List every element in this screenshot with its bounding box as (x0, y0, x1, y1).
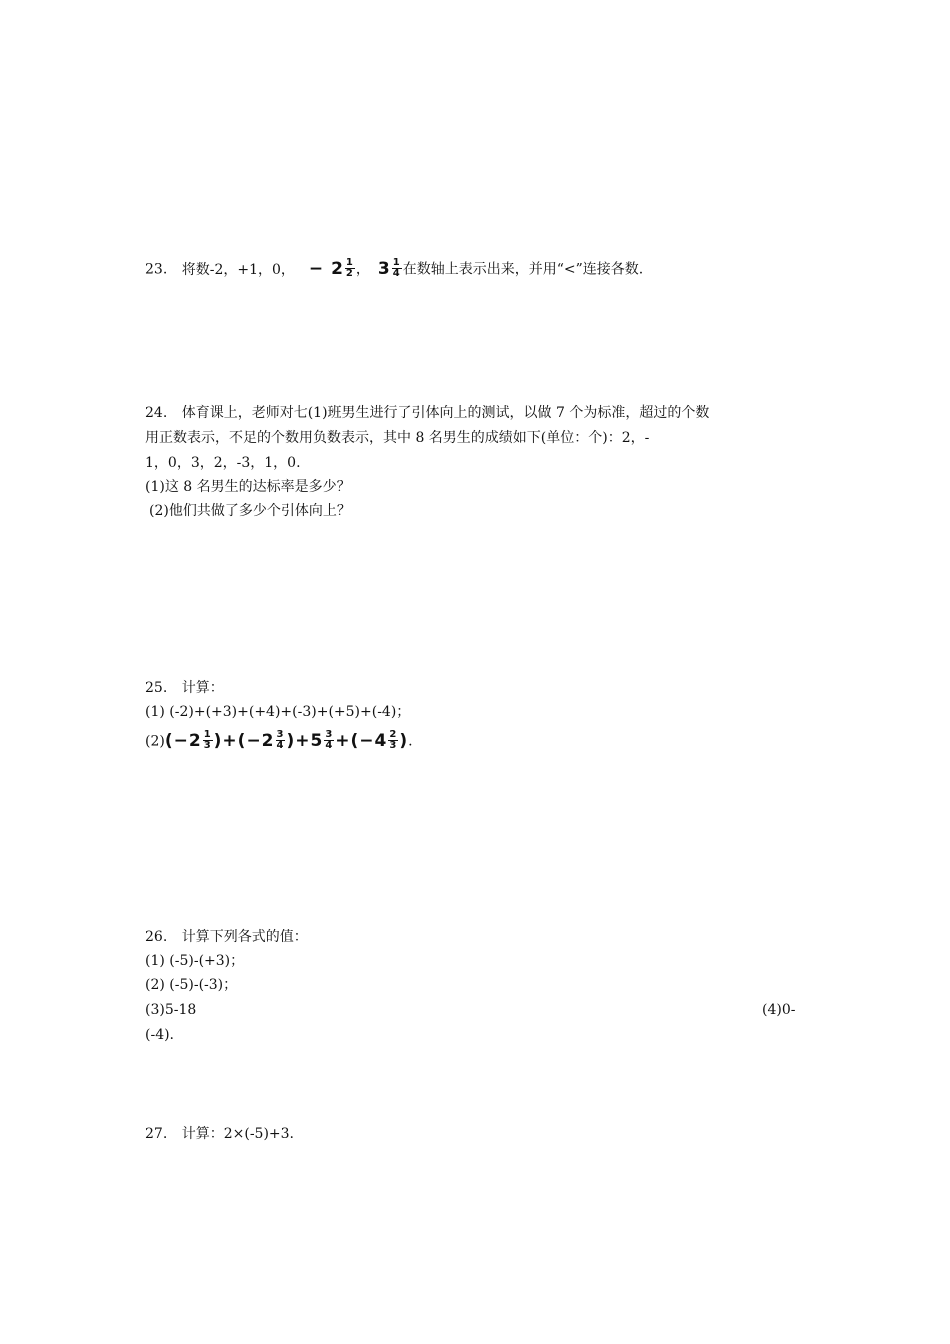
question-number: 25. (145, 680, 168, 696)
question-24-sub-1: (1)这 8 名男生的达标率是多少？ (145, 479, 351, 495)
question-24-line-1: 24. 体育课上，老师对七(1)班男生进行了引体向上的测试，以做 7 个为标准，超过的个数 (145, 405, 710, 421)
question-26-sub-4-end: (-4). (145, 1027, 175, 1043)
mixed-number-2: 3 $\frac{1}{4}$ (377, 257, 401, 279)
question-number: 26. (145, 929, 168, 945)
question-23: 23. 将数-2，+1，0， − 2 $\frac{1}{2}$ ， 3 $\frac{1}{4}$ 在数轴上表示出来，并用“<”连接各数. (145, 257, 644, 279)
question-25-sub-2: (2)(−2 $\frac{1}{3}$ )+(−2 $\frac{3}{4}$ )+5 $\frac{3}{4}$ +(−4 $\frac{2}{3}$ ). (145, 729, 413, 751)
question-24-sub-2: (2)他们共做了多少个引体向上？ (149, 503, 351, 519)
question-number: 24. (145, 405, 168, 421)
question-26-sub-1: (1) (-5)-(+3)； (145, 953, 245, 969)
question-26-sub-3: (3)5-18 (145, 1002, 197, 1018)
question-24-line-3: 1，0，3，2，-3，1，0. (145, 455, 301, 471)
question-25-sub-1: (1) (-2)+(+3)+(+4)+(-3)+(+5)+(-4)； (145, 704, 411, 720)
expression: (−2 $\frac{1}{3}$ )+(−2 $\frac{3}{4}$ )+5 $\frac{3}{4}$ +(−4 $\frac{2}{3}$ ) (164, 729, 409, 751)
question-text-end: 在数轴上表示出来，并用“<”连接各数. (402, 261, 644, 278)
question-26-sub-4-start: (4)0- (762, 1002, 796, 1018)
question-24-line-2: 用正数表示，不足的个数用负数表示，其中 8 名男生的成绩如下(单位：个)：2，- (145, 430, 650, 446)
question-number: 23. (145, 261, 168, 278)
question-text: 将数-2，+1，0， (181, 261, 295, 278)
question-27: 27. 计算：2×(-5)+3. (145, 1126, 295, 1142)
mixed-number-1: − 2 $\frac{1}{2}$ (308, 257, 354, 279)
question-26: 26. 计算下列各式的值： (145, 929, 308, 945)
question-number: 27. (145, 1126, 168, 1142)
question-26-sub-2: (2) (-5)-(-3)； (145, 977, 238, 993)
question-25: 25. 计算： (145, 680, 224, 696)
